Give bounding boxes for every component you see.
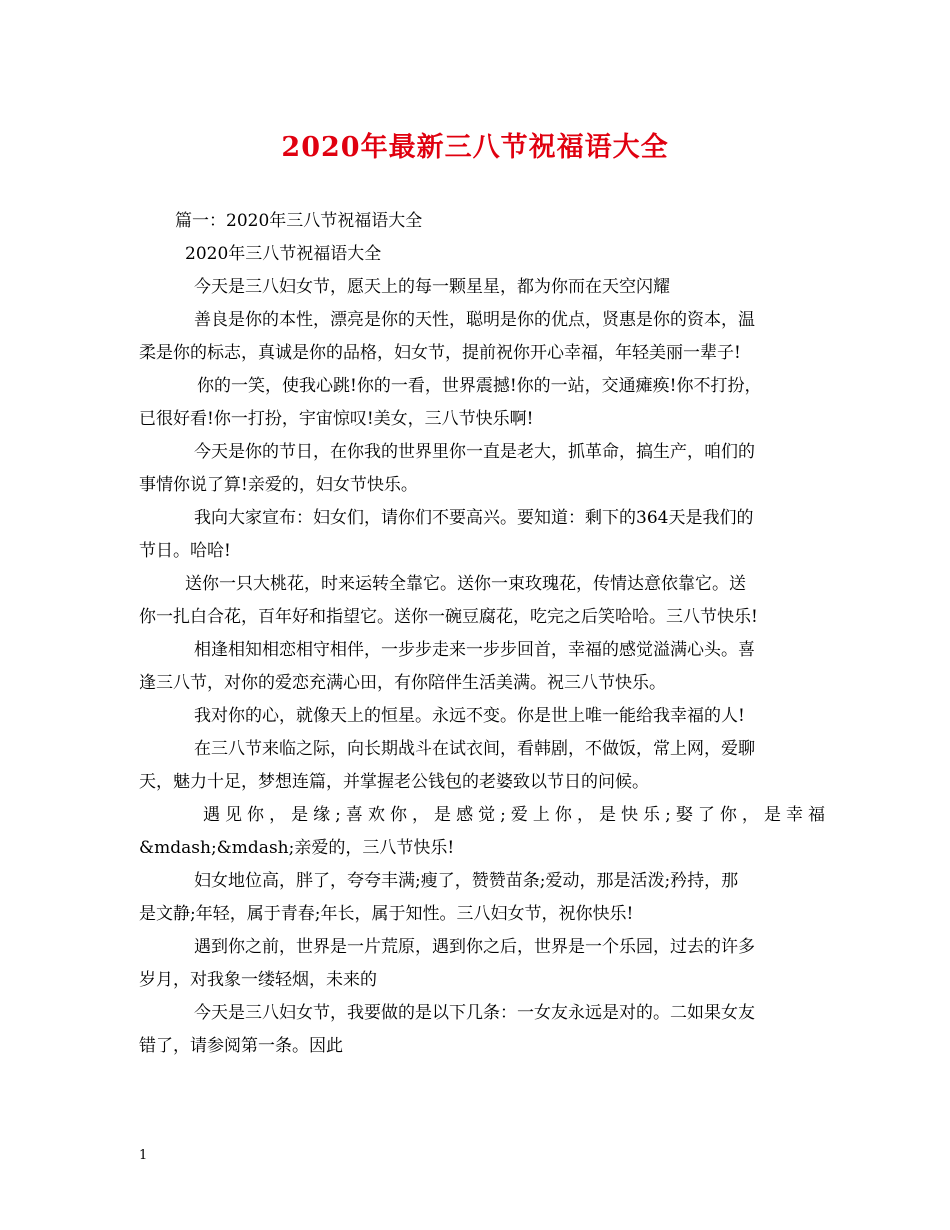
paragraph-line: 今天是三八妇女节，愿天上的每一颗星星，都为你而在天空闪耀 — [194, 277, 670, 297]
paragraph-line: 你的一笑，使我心跳!你的一看，世界震撼!你的一站，交通瘫痪!你不打扮， — [197, 376, 762, 396]
document-title: 2020年最新三八节祝福语大全 — [281, 132, 669, 163]
paragraph-line: 善良是你的本性，漂亮是你的天性，聪明是你的优点，贤惠是你的资本，温 — [194, 310, 755, 330]
paragraph-line: 事情你说了算!亲爱的，妇女节快乐。 — [139, 475, 418, 495]
paragraph-line: &mdash;&mdash;亲爱的，三八节快乐! — [139, 838, 455, 858]
paragraph-line: 2020年三八节祝福语大全 — [185, 244, 382, 264]
document-body — [139, 205, 825, 1063]
paragraph-line: 你一扎白合花，百年好和指望它。送你一碗豆腐花，吃完之后笑哈哈。三八节快乐! — [139, 607, 758, 627]
paragraph-line: 遇见你，是缘;喜欢你，是感觉;爱上你，是快乐;娶了你，是幸福 — [203, 805, 825, 825]
paragraph-line: 遇到你之前，世界是一片荒原，遇到你之后，世界是一个乐园，过去的许多 — [194, 937, 755, 957]
paragraph-line: 柔是你的标志，真诚是你的品格，妇女节，提前祝你开心幸福，年轻美丽一辈子! — [139, 343, 741, 363]
paragraph-line: 相逢相知相恋相守相伴，一步步走来一步步回首，幸福的感觉溢满心头。喜 — [194, 640, 755, 660]
paragraph-line: 岁月，对我象一缕轻烟，未来的 — [139, 970, 377, 990]
paragraph-line: 今天是你的节日，在你我的世界里你一直是老大，抓革命，搞生产，咱们的 — [194, 442, 755, 462]
paragraph-line: 我向大家宣布：妇女们，请你们不要高兴。要知道：剩下的364天是我们的 — [194, 508, 754, 528]
paragraph-line: 在三八节来临之际，向长期战斗在试衣间，看韩剧，不做饭，常上网，爱聊 — [194, 739, 755, 759]
paragraph-line: 送你一只大桃花，时来运转全靠它。送你一束玫瑰花，传情达意依靠它。送 — [185, 574, 746, 594]
paragraph-line: 妇女地位高，胖了，夸夸丰满;瘦了，赞赞苗条;爱动，那是活泼;矜持，那 — [194, 871, 739, 891]
paragraph-line: 今天是三八妇女节，我要做的是以下几条：一女友永远是对的。二如果女友 — [194, 1003, 755, 1023]
paragraph-line: 已很好看!你一打扮，宇宙惊叹!美女，三八节快乐啊! — [139, 409, 534, 429]
paragraph-line: 是文静;年轻，属于青春;年长，属于知性。三八妇女节，祝你快乐! — [139, 904, 634, 924]
paragraph-line: 天，魅力十足，梦想连篇，并掌握老公钱包的老婆致以节日的问候。 — [139, 772, 649, 792]
page-number: 1 — [139, 1148, 148, 1163]
paragraph-line: 逢三八节，对你的爱恋充满心田，有你陪伴生活美满。祝三八节快乐。 — [139, 673, 666, 693]
paragraph-line: 节日。哈哈! — [139, 541, 231, 561]
paragraph-line: 错了，请参阅第一条。因此 — [139, 1036, 343, 1056]
paragraph-line: 篇一：2020年三八节祝福语大全 — [175, 211, 423, 231]
paragraph-line: 我对你的心，就像天上的恒星。永远不变。你是世上唯一能给我幸福的人! — [194, 706, 745, 726]
